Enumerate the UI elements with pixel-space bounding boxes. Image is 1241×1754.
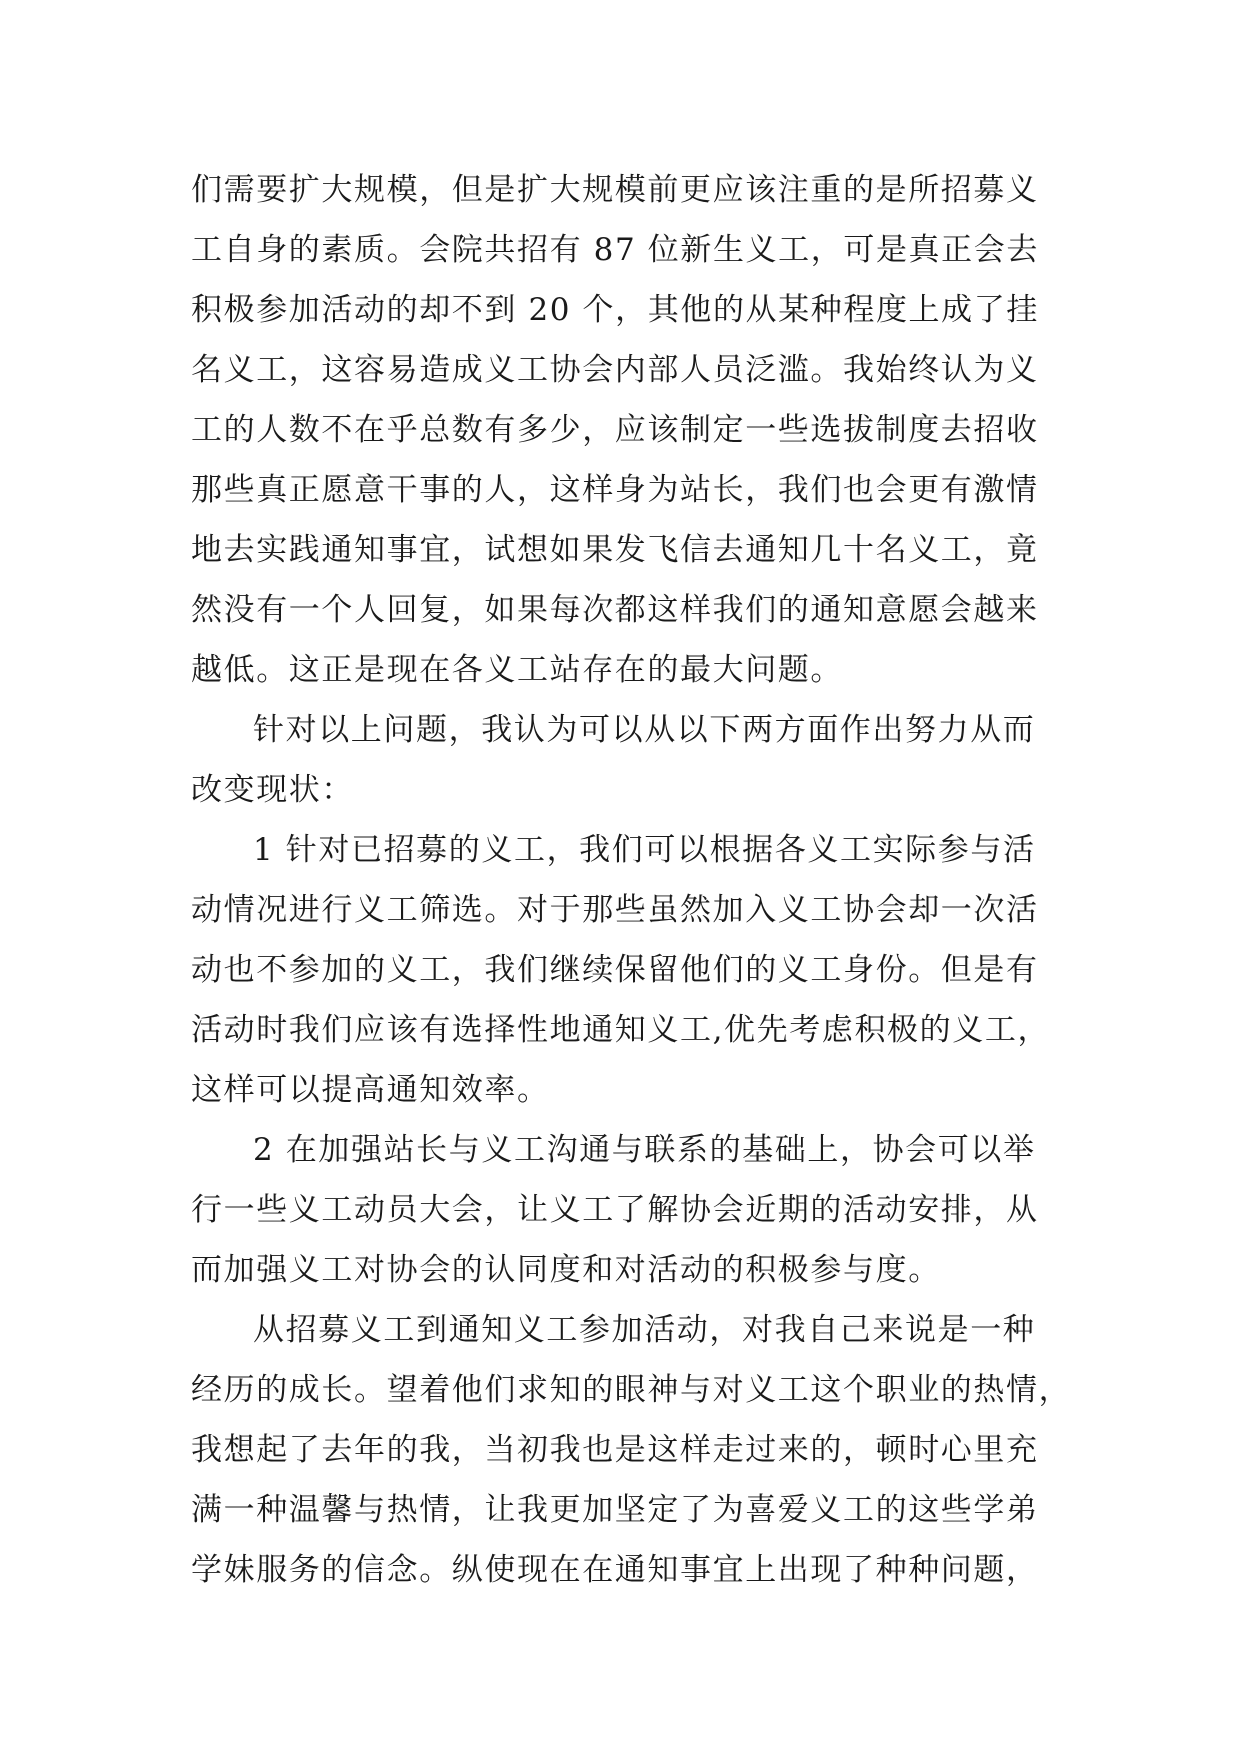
text-line: 学妹服务的信念。纵使现在在通知事宜上出现了种种问题， — [191, 1552, 1039, 1588]
text-line: 经历的成长。望着他们求知的眼神与对义工这个职业的热情， — [191, 1372, 1072, 1408]
body-text — [191, 160, 1072, 1600]
text-line: 然没有一个人回复，如果每次都这样我们的通知意愿会越来 — [191, 592, 1039, 628]
text-line: 1 针对已招募的义工，我们可以根据各义工实际参与活 — [253, 832, 1036, 868]
text-line: 活动时我们应该有选择性地通知义工,优先考虑积极的义工， — [191, 1012, 1051, 1048]
text-line: 那些真正愿意干事的人，这样身为站长，我们也会更有激情 — [191, 472, 1039, 508]
text-line: 而加强义工对协会的认同度和对活动的积极参与度。 — [191, 1252, 941, 1288]
text-line: 工自身的素质。会院共招有 87 位新生义工，可是真正会去 — [191, 232, 1039, 268]
text-line: 地去实践通知事宜，试想如果发飞信去通知几十名义工，竟 — [191, 532, 1039, 568]
text-line: 积极参加活动的却不到 20 个，其他的从某种程度上成了挂 — [191, 292, 1039, 328]
text-line: 越低。这正是现在各义工站存在的最大问题。 — [191, 652, 843, 688]
text-line: 动情况进行义工筛选。对于那些虽然加入义工协会却一次活 — [191, 892, 1039, 928]
text-line: 这样可以提高通知效率。 — [191, 1072, 550, 1108]
text-line: 满一种温馨与热情，让我更加坚定了为喜爱义工的这些学弟 — [191, 1492, 1039, 1528]
text-line: 针对以上问题，我认为可以从以下两方面作出努力从而 — [253, 712, 1036, 748]
text-line: 行一些义工动员大会，让义工了解协会近期的活动安排，从 — [191, 1192, 1039, 1228]
text-line: 名义工，这容易造成义工协会内部人员泛滥。我始终认为义 — [191, 352, 1039, 388]
text-line: 动也不参加的义工，我们继续保留他们的义工身份。但是有 — [191, 952, 1039, 988]
text-line: 我想起了去年的我，当初我也是这样走过来的，顿时心里充 — [191, 1432, 1039, 1468]
text-line: 改变现状： — [191, 772, 354, 808]
text-line: 们需要扩大规模，但是扩大规模前更应该注重的是所招募义 — [191, 172, 1039, 208]
text-line: 2 在加强站长与义工沟通与联系的基础上，协会可以举 — [253, 1132, 1036, 1168]
text-line: 从招募义工到通知义工参加活动，对我自己来说是一种 — [253, 1312, 1036, 1348]
text-line: 工的人数不在乎总数有多少，应该制定一些选拔制度去招收 — [191, 412, 1039, 448]
